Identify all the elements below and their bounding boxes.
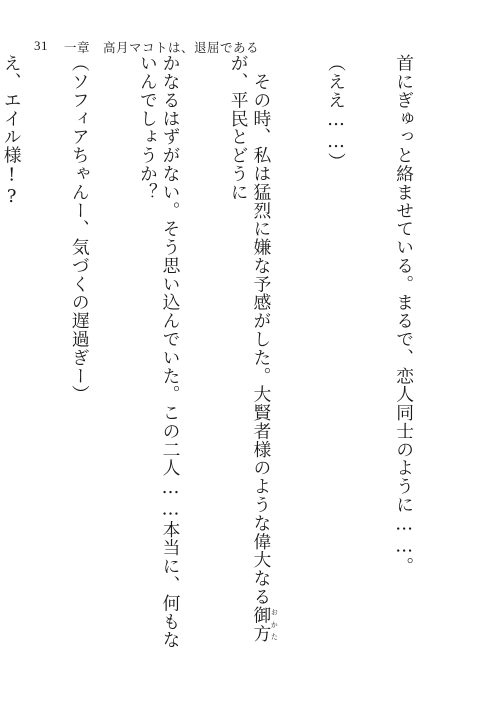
- chapter-title: 一章 高月マコトは、退屈である: [64, 40, 260, 55]
- vertical-body-text: [0, 54, 460, 660]
- text-line: え、エイル様!?: [1, 54, 23, 208]
- text-line: その時、私は猛烈に嫌な予感がした。大賢者様のような偉大なる御方おかたが、平民とどうに: [228, 54, 279, 643]
- text-line: （ソフィアちゃんー、気づくの遅過ぎー）: [69, 54, 91, 404]
- ruby-okata: 御方おかた: [250, 605, 279, 643]
- text-line: 首にぎゅっと絡ませている。まるで、恋人同士のように……。: [393, 54, 415, 576]
- text-line: かなるはずがない。そう思い込んでいた。この二人……本当に、何もないんでしょうか？: [137, 54, 182, 649]
- page-number: 31: [34, 38, 48, 53]
- text-line: （ええ……）: [325, 54, 347, 171]
